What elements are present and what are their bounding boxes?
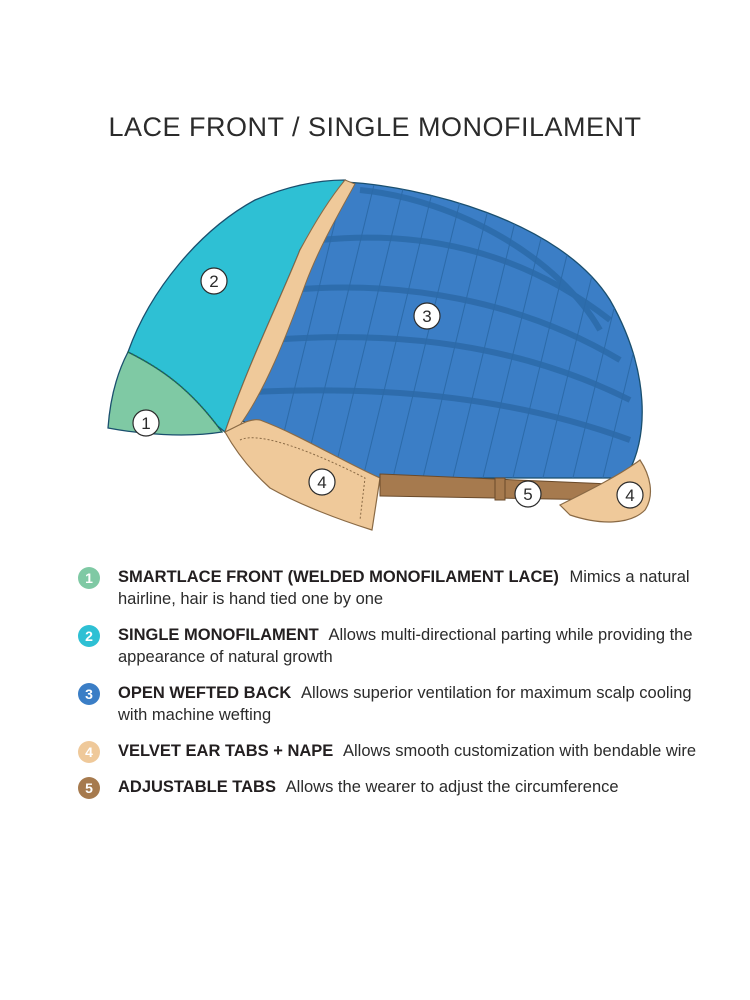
legend-badge-2: 2 — [78, 625, 100, 647]
legend-term: OPEN WEFTED BACK — [118, 684, 292, 702]
legend-badge-1: 1 — [78, 567, 100, 589]
callout-5 — [515, 481, 541, 507]
callout-4-back — [617, 482, 643, 508]
svg-text:2: 2 — [209, 272, 219, 291]
legend-item-single-monofilament — [78, 624, 718, 668]
callout-3 — [414, 303, 440, 329]
legend-term: VELVET EAR TABS + NAPE — [118, 742, 334, 760]
legend-item-adjustable-tabs — [78, 776, 718, 798]
legend-item-smartlace — [78, 566, 718, 610]
legend-desc: Mimics a natural hairline, hair is hand tied one by one — [118, 568, 690, 608]
callout-4-front — [309, 469, 335, 495]
legend-item-open-wefted-back — [78, 682, 718, 726]
legend-badge-4: 4 — [78, 741, 100, 763]
page-title: LACE FRONT / SINGLE MONOFILAMENT — [108, 112, 642, 142]
legend-badge-3: 3 — [78, 683, 100, 705]
legend-term: SMARTLACE FRONT (WELDED MONOFILAMENT LACE) — [118, 568, 559, 586]
legend-desc: Allows multi-directional parting while providing the appearance of natural growth — [118, 626, 693, 666]
legend — [78, 566, 718, 812]
svg-text:4: 4 — [317, 473, 327, 492]
strap-buckle — [495, 478, 505, 500]
svg-text:5: 5 — [523, 485, 533, 504]
callout-2 — [201, 268, 227, 294]
svg-text:4: 4 — [625, 486, 635, 505]
legend-desc: Allows smooth customization with bendable wire — [343, 742, 697, 760]
svg-text:3: 3 — [422, 307, 432, 326]
legend-badge-5: 5 — [78, 777, 100, 799]
svg-text:1: 1 — [141, 414, 151, 433]
legend-term: SINGLE MONOFILAMENT — [118, 626, 319, 644]
legend-item-velvet-ear-tabs — [78, 740, 718, 762]
callout-1 — [133, 410, 159, 436]
legend-term: ADJUSTABLE TABS — [118, 778, 276, 796]
legend-desc: Allows the wearer to adjust the circumference — [285, 778, 619, 796]
legend-desc: Allows superior ventilation for maximum scalp cooling with machine wefting — [118, 684, 692, 724]
